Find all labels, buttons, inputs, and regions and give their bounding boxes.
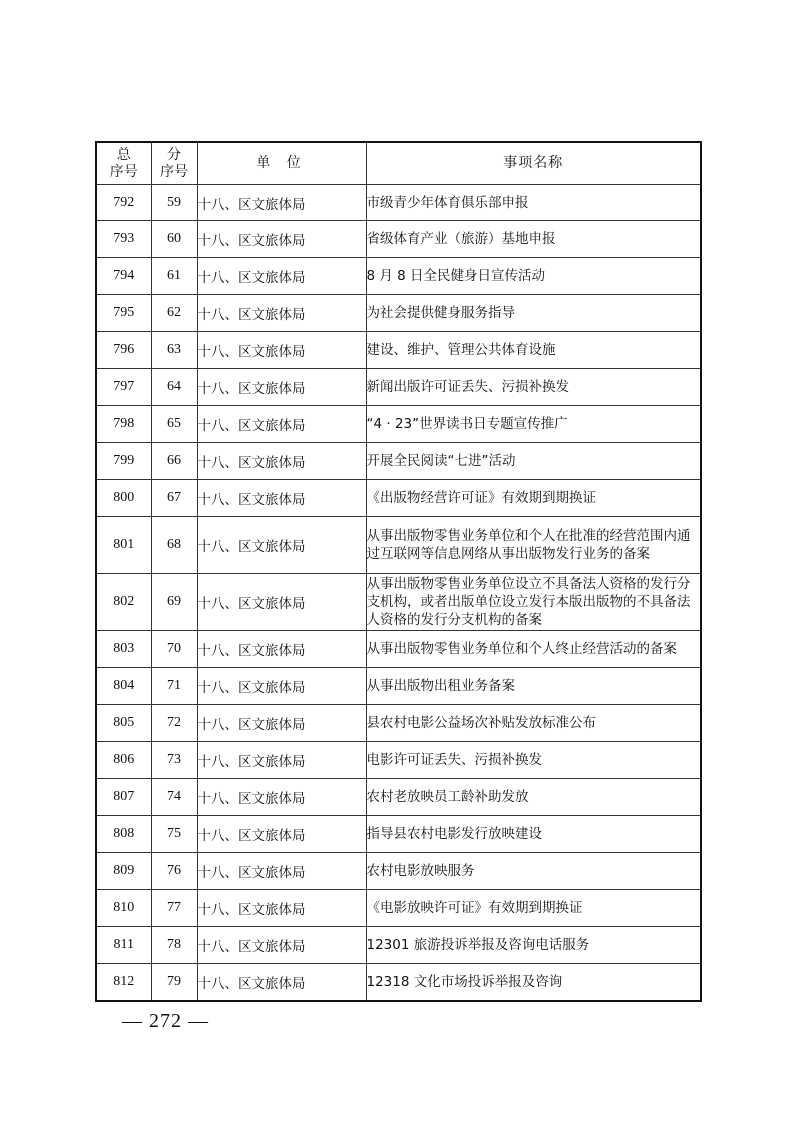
cell-total-serial: 804	[96, 668, 151, 705]
cell-unit: 十八、区文旅体局	[197, 631, 366, 668]
cell-unit: 十八、区文旅体局	[197, 668, 366, 705]
table-row	[96, 668, 701, 705]
cell-sub-serial: 66	[151, 443, 197, 480]
cell-total-serial: 801	[96, 517, 151, 574]
cell-item-name: 建设、维护、管理公共体育设施	[366, 332, 701, 369]
cell-item-name: 省级体育产业（旅游）基地申报	[366, 221, 701, 258]
cell-item-name: 市级青少年体育俱乐部申报	[366, 185, 701, 221]
table-row	[96, 705, 701, 742]
cell-sub-serial: 78	[151, 927, 197, 964]
table-row	[96, 258, 701, 295]
header-sub-serial-line2: 序号	[160, 163, 188, 180]
cell-unit: 十八、区文旅体局	[197, 574, 366, 631]
items-table	[95, 141, 702, 1002]
cell-sub-serial: 67	[151, 480, 197, 517]
cell-total-serial: 803	[96, 631, 151, 668]
cell-item-name: 开展全民阅读“七进”活动	[366, 443, 701, 480]
table-row	[96, 443, 701, 480]
cell-total-serial: 796	[96, 332, 151, 369]
cell-unit: 十八、区文旅体局	[197, 406, 366, 443]
header-item-name: 事项名称	[366, 142, 701, 185]
table-row	[96, 480, 701, 517]
cell-total-serial: 792	[96, 185, 151, 221]
cell-item-name: 12301 旅游投诉举报及咨询电话服务	[366, 927, 701, 964]
cell-unit: 十八、区文旅体局	[197, 332, 366, 369]
cell-item-name: 电影许可证丢失、污损补换发	[366, 742, 701, 779]
table-row	[96, 406, 701, 443]
cell-item-name: 从事出版物零售业务单位和个人在批准的经营范围内通过互联网等信息网络从事出版物发行业务的备案	[366, 517, 701, 574]
cell-item-name: 8 月 8 日全民健身日宣传活动	[366, 258, 701, 295]
cell-total-serial: 812	[96, 964, 151, 1002]
cell-unit: 十八、区文旅体局	[197, 853, 366, 890]
table-row	[96, 369, 701, 406]
cell-item-name: 从事出版物出租业务备案	[366, 668, 701, 705]
header-sub-serial-line1: 分	[167, 146, 181, 163]
cell-total-serial: 809	[96, 853, 151, 890]
cell-total-serial: 795	[96, 295, 151, 332]
cell-item-name: 指导县农村电影发行放映建设	[366, 816, 701, 853]
cell-unit: 十八、区文旅体局	[197, 443, 366, 480]
header-sub-serial	[151, 142, 197, 185]
header-total-serial	[96, 142, 151, 185]
cell-sub-serial: 64	[151, 369, 197, 406]
cell-sub-serial: 77	[151, 890, 197, 927]
cell-sub-serial: 79	[151, 964, 197, 1002]
cell-unit: 十八、区文旅体局	[197, 927, 366, 964]
cell-sub-serial: 76	[151, 853, 197, 890]
cell-unit: 十八、区文旅体局	[197, 369, 366, 406]
cell-unit: 十八、区文旅体局	[197, 890, 366, 927]
cell-total-serial: 800	[96, 480, 151, 517]
cell-sub-serial: 65	[151, 406, 197, 443]
cell-sub-serial: 72	[151, 705, 197, 742]
cell-total-serial: 797	[96, 369, 151, 406]
page-number: — 272 —	[122, 1010, 209, 1032]
cell-unit: 十八、区文旅体局	[197, 742, 366, 779]
cell-unit: 十八、区文旅体局	[197, 185, 366, 221]
table-row	[96, 295, 701, 332]
cell-item-name: 《出版物经营许可证》有效期到期换证	[366, 480, 701, 517]
cell-unit: 十八、区文旅体局	[197, 295, 366, 332]
cell-item-name: 县农村电影公益场次补贴发放标准公布	[366, 705, 701, 742]
cell-unit: 十八、区文旅体局	[197, 816, 366, 853]
cell-sub-serial: 60	[151, 221, 197, 258]
table-row	[96, 332, 701, 369]
cell-sub-serial: 70	[151, 631, 197, 668]
cell-sub-serial: 71	[151, 668, 197, 705]
header-total-serial-line2: 序号	[109, 163, 138, 180]
cell-sub-serial: 61	[151, 258, 197, 295]
cell-sub-serial: 73	[151, 742, 197, 779]
cell-item-name: 《电影放映许可证》有效期到期换证	[366, 890, 701, 927]
cell-unit: 十八、区文旅体局	[197, 779, 366, 816]
cell-unit: 十八、区文旅体局	[197, 221, 366, 258]
table-row	[96, 185, 701, 221]
cell-sub-serial: 62	[151, 295, 197, 332]
header-total-serial-line1: 总	[116, 146, 131, 163]
cell-total-serial: 799	[96, 443, 151, 480]
table-row	[96, 927, 701, 964]
table-row	[96, 853, 701, 890]
cell-item-name: 农村老放映员工龄补助发放	[366, 779, 701, 816]
cell-total-serial: 793	[96, 221, 151, 258]
table-row	[96, 574, 701, 631]
cell-total-serial: 807	[96, 779, 151, 816]
cell-unit: 十八、区文旅体局	[197, 517, 366, 574]
table-row	[96, 631, 701, 668]
cell-item-name: 从事出版物零售业务单位和个人终止经营活动的备案	[366, 631, 701, 668]
cell-item-name: “4 · 23”世界读书日专题宣传推广	[366, 406, 701, 443]
cell-sub-serial: 68	[151, 517, 197, 574]
cell-total-serial: 802	[96, 574, 151, 631]
cell-unit: 十八、区文旅体局	[197, 964, 366, 1002]
cell-sub-serial: 74	[151, 779, 197, 816]
cell-total-serial: 805	[96, 705, 151, 742]
cell-total-serial: 808	[96, 816, 151, 853]
cell-unit: 十八、区文旅体局	[197, 480, 366, 517]
table-row	[96, 964, 701, 1002]
cell-unit: 十八、区文旅体局	[197, 258, 366, 295]
cell-total-serial: 798	[96, 406, 151, 443]
cell-sub-serial: 63	[151, 332, 197, 369]
header-unit: 单 位	[197, 142, 366, 185]
cell-total-serial: 811	[96, 927, 151, 964]
table-row	[96, 221, 701, 258]
cell-sub-serial: 75	[151, 816, 197, 853]
cell-item-name: 农村电影放映服务	[366, 853, 701, 890]
cell-sub-serial: 59	[151, 185, 197, 221]
table-row	[96, 517, 701, 574]
cell-total-serial: 810	[96, 890, 151, 927]
cell-total-serial: 806	[96, 742, 151, 779]
cell-unit: 十八、区文旅体局	[197, 705, 366, 742]
cell-item-name: 从事出版物零售业务单位设立不具备法人资格的发行分支机构，或者出版单位设立发行本版出版物的不具备法人资格的发行分支机构的备案	[366, 574, 701, 631]
cell-total-serial: 794	[96, 258, 151, 295]
cell-item-name: 为社会提供健身服务指导	[366, 295, 701, 332]
table-row	[96, 890, 701, 927]
cell-sub-serial: 69	[151, 574, 197, 631]
table-header-row	[96, 142, 701, 185]
table-row	[96, 816, 701, 853]
table-row	[96, 779, 701, 816]
cell-item-name: 新闻出版许可证丢失、污损补换发	[366, 369, 701, 406]
table-row	[96, 742, 701, 779]
cell-item-name: 12318 文化市场投诉举报及咨询	[366, 964, 701, 1002]
